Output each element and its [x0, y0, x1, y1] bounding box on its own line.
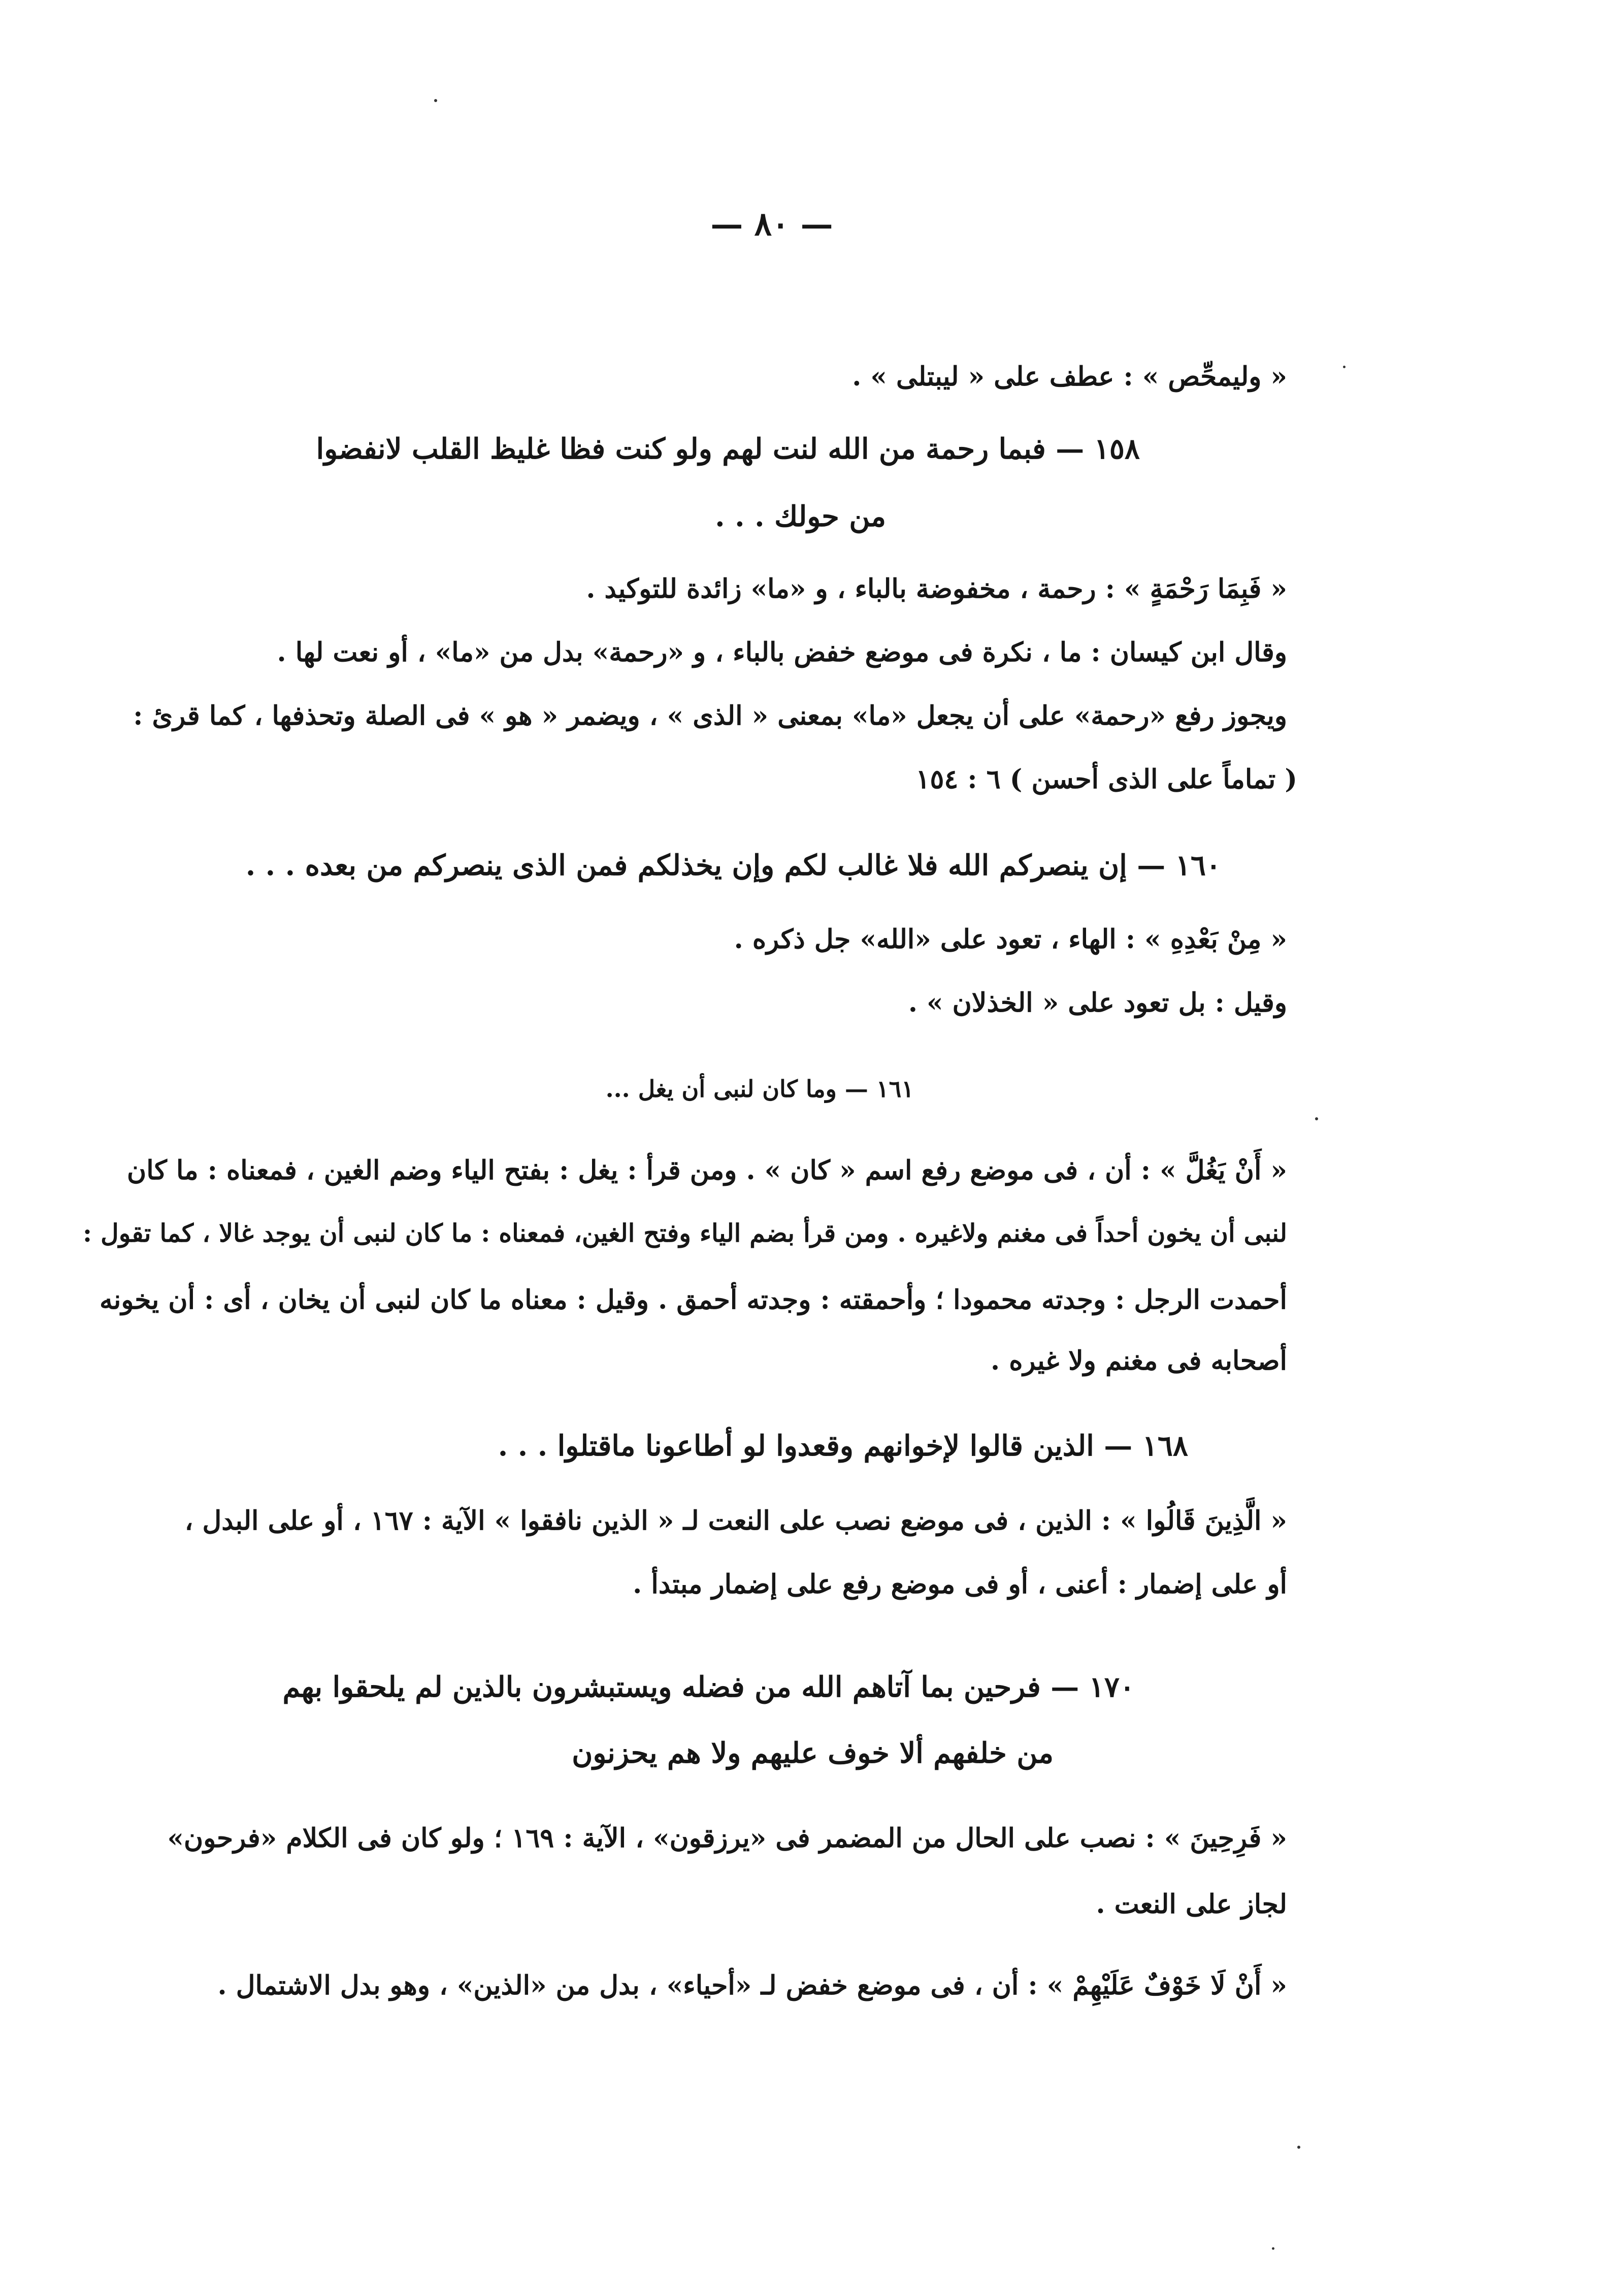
text-line-an-yaghulla: « أَنْ يَغُلَّ » : أن ، فى موضع رفع اسم « كان » . ومن قرأ : يغل : بفتح الياء وضم الغين ، فمعناه : ما كان	[127, 1155, 1287, 1186]
scan-speck	[1343, 366, 1346, 368]
verse-158-line-2: من حولك . . .	[715, 500, 886, 533]
text-line-farihina: « فَرِحِينَ » : نصب على الحال من المضمر فى «يرزقون» ، الآية : ١٦٩ ؛ ولو كان فى الكلام «فرحون»	[167, 1823, 1287, 1854]
verse-170-line-2: من خلفهم ألا خوف عليهم ولا هم يحزنون	[572, 1736, 1054, 1770]
text-line-min-badihi: « مِنْ بَعْدِهِ » : الهاء ، تعود على «الله» جل ذكره .	[734, 924, 1287, 955]
text-line-ibn-kaysan: وقال ابن كيسان : ما ، نكرة فى موضع خفض بالباء ، و «رحمة» بدل من «ما» ، أو نعت لها .	[277, 637, 1287, 668]
verse-170-line-1: ١٧٠ — فرحين بما آتاهم الله من فضله ويستبشرون بالذين لم يلحقوا بهم	[282, 1670, 1135, 1704]
text-line-la-jaza: لجاز على النعت .	[1096, 1889, 1287, 1920]
page-number: — ٨٠ —	[710, 205, 833, 243]
text-line-alladhina-qalu: « الَّذِينَ قَالُوا » : الذين ، فى موضع نصب على النعت لـ « الذين نافقوا » الآية : ١٦٧ ، أو على البدل ،	[184, 1505, 1287, 1536]
scan-speck	[1315, 1117, 1318, 1120]
verse-161: ١٦١ — وما كان لنبى أن يغل ...	[605, 1075, 914, 1103]
text-line-an-la-khawfun: « أَنْ لَا خَوْفٌ عَلَيْهِمْ » : أن ، فى موضع خفض لـ «أحياء» ، بدل من «الذين» ، وهو بدل الاشتمال .	[217, 1970, 1287, 2001]
text-line-tamaman: ( تماماً على الذى أحسن ) ٦ : ١٥٤	[915, 764, 1297, 795]
verse-158-line-1: ١٥٨ — فبما رحمة من الله لنت لهم ولو كنت فظا غليظ القلب لانفضوا	[316, 432, 1140, 466]
text-line-wa-qila: وقيل : بل تعود على « الخذلان » .	[908, 987, 1287, 1018]
text-line-yajuz-raf: ويجوز رفع «رحمة» على أن يجعل «ما» بمعنى « الذى » ، ويضمر « هو » فى الصلة وتحذفها ، كما قرئ :	[133, 700, 1287, 731]
text-line-wa-liyumahhis: « وليمحِّص » : عطف على « ليبتلى » .	[852, 361, 1287, 392]
verse-168: ١٦٨ — الذين قالوا لإخوانهم وقعدوا لو أطاعونا ماقتلوا . . .	[498, 1429, 1188, 1463]
scan-speck	[1272, 2247, 1274, 2250]
text-line-aw-ala-idmar: أو على إضمار : أعنى ، أو فى موضع رفع على إضمار مبتدأ .	[633, 1569, 1287, 1600]
text-line-ahmadtu: أحمدت الرجل : وجدته محمودا ؛ وأحمقته : وجدته أحمق . وقيل : معناه ما كان لنبى أن يخان ، أى : أن يخونه	[100, 1284, 1287, 1315]
scan-speck	[1297, 2146, 1300, 2149]
text-line-li-nabiyyin: لنبى أن يخون أحداً فى مغنم ولاغيره . ومن قرأ بضم الياء وفتح الغين، فمعناه : ما كان لنبى أن يوجد غالا ، كما تقول :	[83, 1218, 1287, 1248]
scan-speck	[434, 99, 437, 102]
text-line-ashabuhu: أصحابه فى مغنم ولا غيره .	[990, 1345, 1287, 1376]
text-line-fabima-rahmatin: « فَبِمَا رَحْمَةٍ » : رحمة ، مخفوضة بالباء ، و «ما» زائدة للتوكيد .	[586, 573, 1287, 604]
verse-160: ١٦٠ — إن ينصركم الله فلا غالب لكم وإن يخذلكم فمن الذى ينصركم من بعده . . .	[245, 849, 1221, 882]
